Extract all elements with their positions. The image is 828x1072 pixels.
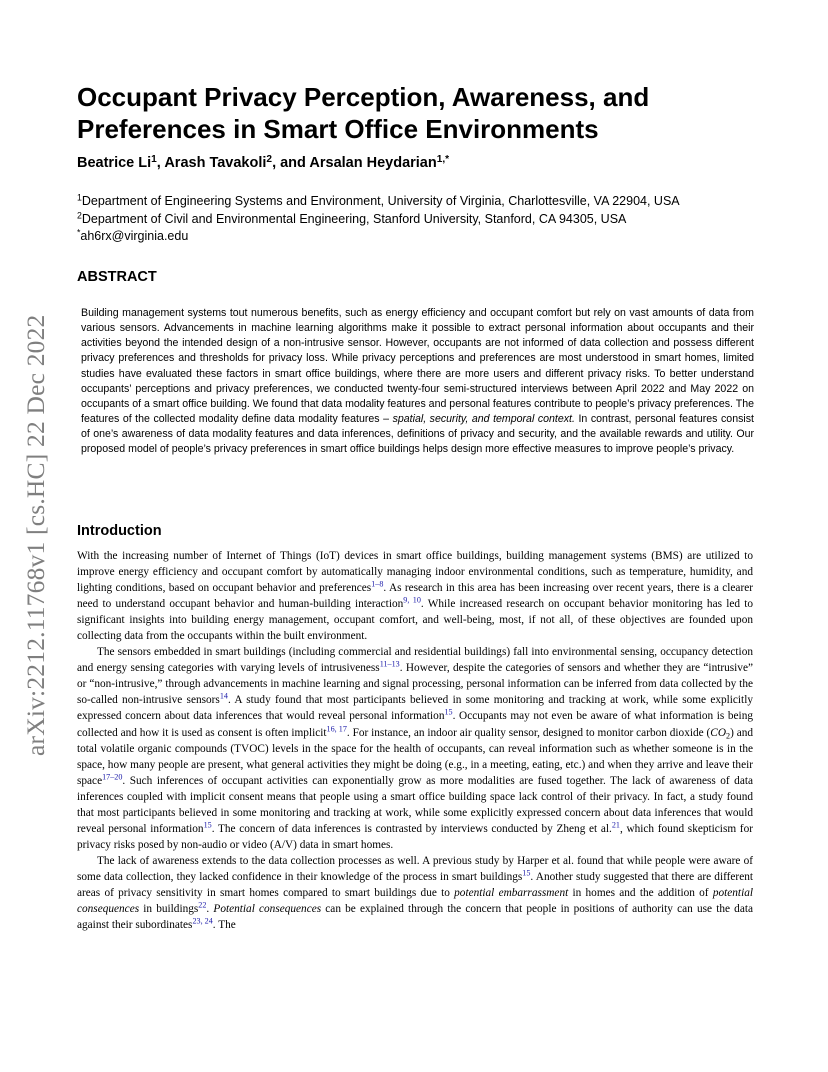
author-list: Beatrice Li$^1$, Arash Tavakoli$^2$, and Arsalan Heydarian$^{1,*}$ (77, 153, 450, 171)
arxiv-identifier: arXiv:2212.11768v1 [cs.HC] 22 Dec 2022 (21, 314, 50, 756)
citation-link[interactable]: 14 (219, 691, 228, 701)
affiliation: $^2$Department of Civil and Environmental Engineering, Stanford University, Stanford, CA 94305, USA (77, 210, 627, 226)
author-name: Arsalan Heydarian (309, 155, 437, 171)
citation-link[interactable]: 23, 24 (192, 916, 213, 926)
citation-link[interactable]: 1–8 (371, 579, 384, 589)
introduction-heading: Introduction (77, 523, 162, 539)
introduction-body (77, 548, 753, 933)
citation-link[interactable]: 21 (611, 820, 620, 830)
paragraph: The sensors embedded in smart buildings (including commercial and residential buildings) fall into environmental sensing, occupancy detection and energy sensing categories with varying levels of intrusiveness$^{11-13}$. However, despite the categories of sensors and whether they are “intrusive” or “non-intrusive,” through advancements in machine learning and signal processing, personal information can be inferred from data collected by the so-called non-intrusive sensors$^{14}$. A study found that most participants believed in some monitoring and tracking at work, while some explicitly expressed concern about data inferences that would reveal personal information$^{15}$. Occupants may not even be aware of what information is being collected and how it is used as consent is often implicit$^{16, 17}$. For instance, an indoor air quality sensor, designed to monitor carbon dioxide $(CO_2)$ and total volatile organic compounds (TVOC) levels in the space for the health of occupants, can reveal information such as whether someone is in the space, how many people are present, what general activities they might be doing (e.g., in a meeting, eating, etc.) and when they arrive and leave their space$^{17-20}$. Such inferences of occupant activities can exponentially grow as more modalities are fused together. The lack of awareness of data inferences coupled with implicit consent means that people using a smart office building space lack control of their privacy. In fact, a study found that most participants believed in some monitoring and tracking at work, while some explicitly expressed concern about data inferences that would reveal personal information$^{15}$. The concern of data inferences is contrasted by interviews conducted by Zheng et al.$^{21}$, which found skepticism for privacy risks posed by non-audio or video (A/V) data in smart homes. (77, 646, 754, 851)
corresponding-email[interactable]: *ah6rx@virginia.edu (77, 227, 189, 243)
abstract-heading: ABSTRACT (77, 269, 157, 285)
citation-link[interactable]: 15 (444, 708, 453, 717)
paragraph: The lack of awareness extends to the data collection processes as well. A previous study by Harper et al. found that while people were aware of some data collection, they lacked confidence in their knowledge of the process in smart buildings$^{15}$. Another study suggested that there are different areas of privacy sensitivity in smart homes compared to smart buildings due to potential embarrassment in homes and the addition of potential consequences in buildings$^{22}$. Potential consequences can be explained through the concern that people in positions of authority can use the data against their subordinates$^{23, 24}$. The (77, 854, 753, 932)
citation-link[interactable]: 15 (203, 820, 212, 830)
citation-link[interactable]: 11–13 (379, 659, 400, 669)
citation-link[interactable]: 22 (198, 900, 207, 910)
author-name: Beatrice Li (77, 155, 152, 171)
author-affiliation-mark: 1 (151, 153, 157, 165)
citation-link[interactable]: 9, 10 (403, 595, 421, 605)
author-affiliation-mark: 1,* (436, 153, 450, 165)
citation-link[interactable]: 17–20 (102, 772, 123, 782)
author-affiliation-mark: 2 (266, 153, 273, 165)
affiliations (77, 193, 680, 246)
citation-link[interactable]: 15 (522, 868, 531, 878)
abstract-body: Building management systems tout numerous benefits, such as energy efficiency and occupant comfort but rely on vast amounts of data from various sensors. Advancements in machine learning algorithms make it possible to extract personal information about occupants and their activities beyond the intended design of a non-intrusive sensor. However, occupants are not informed of data collection and possess different privacy preferences and thresholds for privacy loss. While privacy perceptions and preferences are most understood in smart homes, limited studies have evaluated these factors in smart office buildings, where there are more users and different privacy risks. To better understand occupants’ perceptions and privacy preferences, we conducted twenty-four semi-structured interviews between April 2022 and May 2022 on occupants of a smart office building. We found that data modality features and personal features contribute to people’s privacy preferences. The features of the collected modality define data modality features – spatial, security, and temporal context. In contrast, personal features consist of one’s awareness of data modality features and data inferences, definitions of privacy and security, and the available rewards and utility. Our proposed model of people’s privacy preferences in smart office buildings helps design more effective measures to improve people’s privacy. (81, 307, 754, 456)
paper-title: Occupant Privacy Perception, Awareness, and Preferences in Smart Office Environments (77, 82, 650, 144)
math-co2: CO (710, 726, 726, 739)
affiliation: $^1$Department of Engineering Systems and Environment, University of Virginia, Charlottesville, VA 22904, USA (77, 192, 680, 208)
citation-link[interactable]: 16, 17 (326, 724, 347, 734)
author-name: Arash Tavakoli (164, 155, 267, 171)
paragraph: With the increasing number of Internet of Things (IoT) devices in smart office buildings, building management systems (BMS) are utilized to improve energy efficiency and occupant comfort by automatically managing indoor environmental conditions, such as temperature, humidity, and lighting conditions, based on occupant behavior and preferences$^{1-8}$. As research in this area has been increasing over recent years, there is a clearer need to understand occupant behavior and human-building interaction$^{9, 10}$. While increased research on occupant behavior monitoring has led to significant insights into building energy management, occupant comfort, and well-being, most, if not all, of these objectives are founded upon collecting data from the occupants within the built environment. (77, 550, 753, 643)
